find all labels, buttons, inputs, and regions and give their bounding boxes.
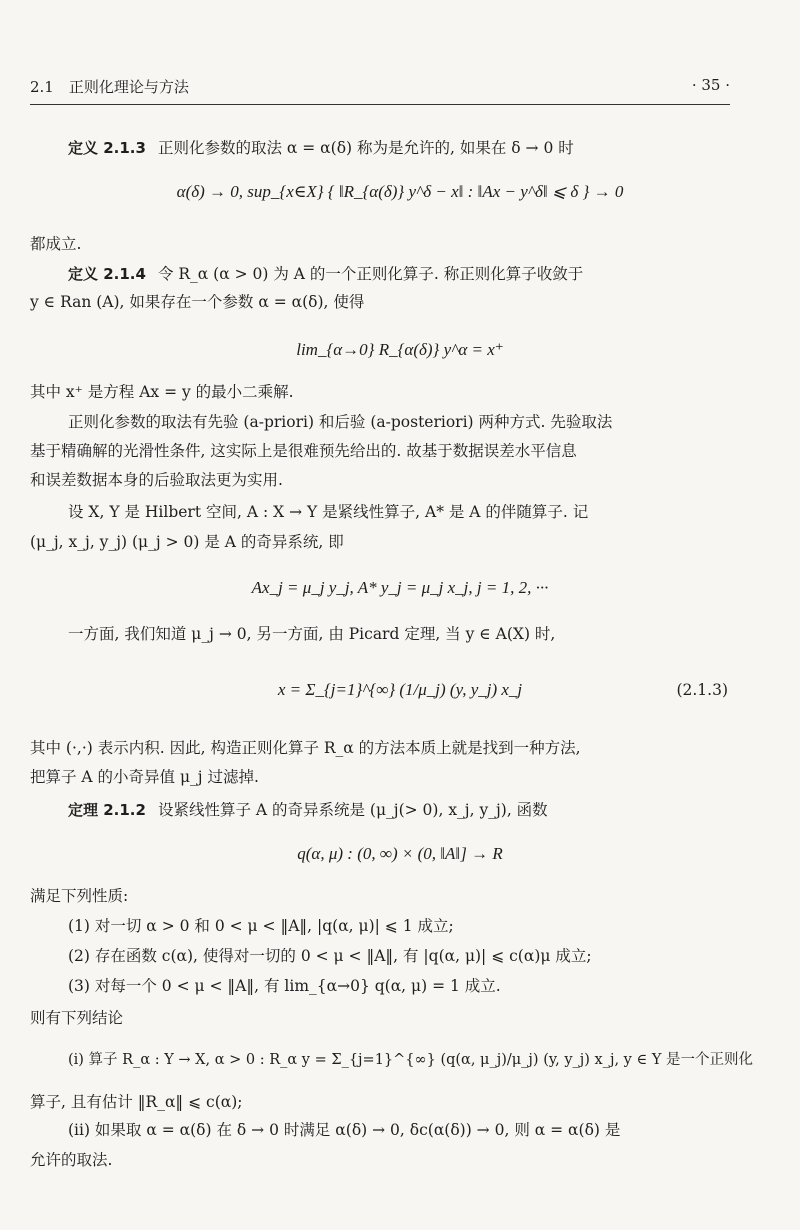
conclusion-item: (ii) 如果取 α = α(δ) 在 δ → 0 时满足 α(δ) → 0, δc(α(δ)) → 0, 则 α = α(δ) 是	[68, 1121, 621, 1139]
definition-tail: 都成立.	[30, 235, 82, 253]
paragraph-line: 基于精确解的光滑性条件, 这实际上是很难预先给出的. 故基于数据误差水平信息	[30, 442, 577, 460]
properties-intro: 满足下列性质:	[30, 887, 129, 905]
theorem-2-1-2	[68, 798, 548, 822]
paragraph-line: (μ_j, x_j, y_j) (μ_j > 0) 是 A 的奇异系统, 即	[30, 533, 344, 551]
running-header	[30, 76, 730, 105]
conclusion-item-cont: 算子, 且有估计 ‖R_α‖ ⩽ c(α);	[30, 1093, 243, 1111]
definition-label: 定义 2.1.4	[68, 265, 146, 283]
section-title: 2.1 正则化理论与方法	[30, 78, 189, 96]
definition-2-1-3	[68, 136, 574, 160]
conclusion-item: (i) 算子 R_α : Y → X, α > 0 : R_α y = Σ_{j=1}^{∞} (q(α, μ_j)/μ_j) (y, y_j) x_j, y ∈ Y 是一个正则化	[68, 1052, 754, 1068]
definition-text: 正则化参数的取法 α = α(δ) 称为是允许的, 如果在 δ → 0 时	[157, 139, 574, 157]
definition-text: 令 R_α (α > 0) 为 A 的一个正则化算子. 称正则化算子收敛于	[157, 265, 584, 283]
paragraph-line: 正则化参数的取法有先验 (a-priori) 和后验 (a-posteriori) 两种方式. 先验取法	[68, 413, 613, 431]
property-item: (3) 对每一个 0 < μ < ‖A‖, 有 lim_{α→0} q(α, μ) = 1 成立.	[68, 977, 501, 995]
paragraph-line: 其中 (·,·) 表示内积. 因此, 构造正则化算子 R_α 的方法本质上就是找到一种方法,	[30, 739, 581, 757]
formula-limit: lim_{α→0} R_{α(δ)} y^α = x⁺	[296, 340, 504, 359]
property-item: (2) 存在函数 c(α), 使得对一切的 0 < μ < ‖A‖, 有 |q(α, μ)| ⩽ c(α)μ 成立;	[68, 947, 592, 965]
conclusion-item-cont: 允许的取法.	[30, 1151, 113, 1169]
formula-admissible: α(δ) → 0, sup_{x∈X} { ‖R_{α(δ)} y^δ − x‖ : ‖Ax − y^δ‖ ⩽ δ } → 0	[176, 182, 624, 201]
formula-filter-function: q(α, μ) : (0, ∞) × (0, ‖A‖] → R	[297, 844, 503, 863]
page-number: · 35 ·	[691, 76, 730, 94]
definition-label: 定义 2.1.3	[68, 139, 146, 157]
property-item: (1) 对一切 α > 0 和 0 < μ < ‖A‖, |q(α, μ)| ⩽ 1 成立;	[68, 917, 454, 935]
equation-number: (2.1.3)	[676, 681, 728, 699]
theorem-text: 设紧线性算子 A 的奇异系统是 (μ_j(> 0), x_j, y_j), 函数	[157, 801, 548, 819]
formula-picard: x = Σ_{j=1}^{∞} (1/μ_j) (y, y_j) x_j	[277, 680, 523, 699]
paragraph-line: 一方面, 我们知道 μ_j → 0, 另一方面, 由 Picard 定理, 当 y ∈ A(X) 时,	[68, 625, 556, 643]
definition-2-1-4	[68, 262, 583, 286]
conclusions-intro: 则有下列结论	[30, 1009, 124, 1027]
formula-singular-system: Ax_j = μ_j y_j, A* y_j = μ_j x_j, j = 1, 2, ···	[251, 578, 549, 597]
definition-tail: 其中 x⁺ 是方程 Ax = y 的最小二乘解.	[30, 383, 294, 401]
definition-text-line2: y ∈ Ran (A), 如果存在一个参数 α = α(δ), 使得	[30, 293, 365, 311]
paragraph-line: 和误差数据本身的后验取法更为实用.	[30, 471, 283, 489]
paragraph-line: 设 X, Y 是 Hilbert 空间, A : X → Y 是紧线性算子, A* 是 A 的伴随算子. 记	[68, 503, 589, 521]
paragraph-line: 把算子 A 的小奇异值 μ_j 过滤掉.	[30, 768, 259, 786]
theorem-label: 定理 2.1.2	[68, 801, 146, 819]
